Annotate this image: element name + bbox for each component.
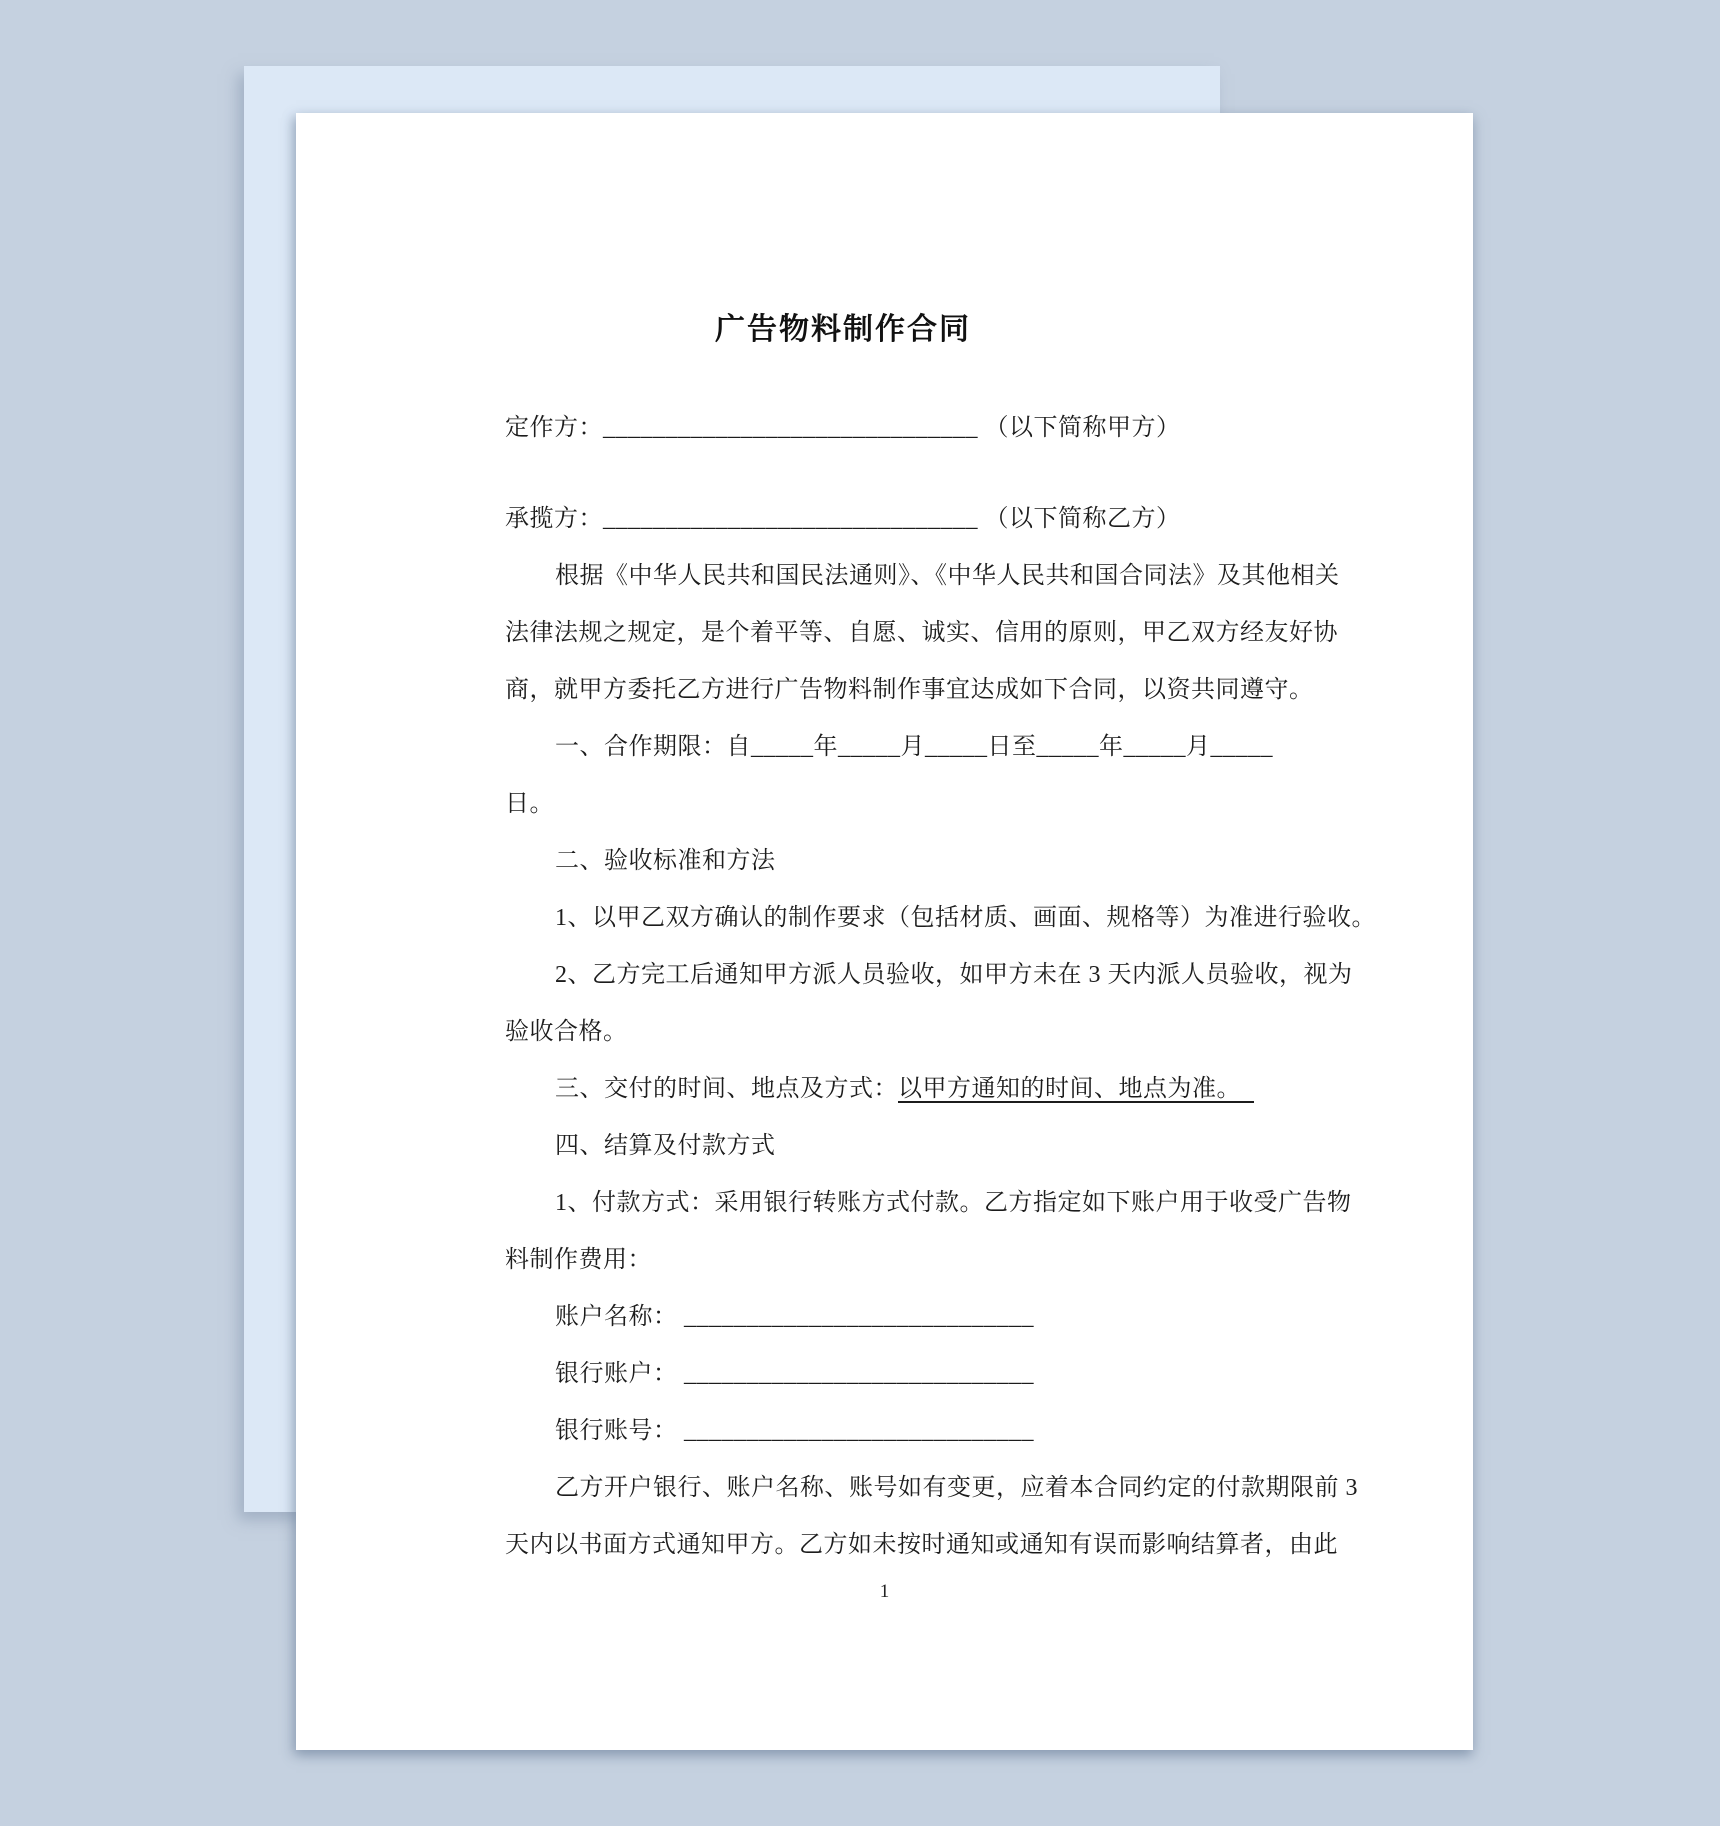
- field-label: 银行账号：: [555, 1418, 684, 1444]
- text-segment: 验收合格。: [505, 1019, 628, 1045]
- text-segment: 商，就甲方委托乙方进行广告物料制作事宜达成如下合同，以资共同遵守。: [505, 677, 1314, 703]
- contract-content: [296, 113, 1473, 1750]
- text-segment: 月: [1186, 734, 1211, 760]
- blank-line: ______________________________: [603, 506, 978, 532]
- text-segment: 法律法规之规定，是个着平等、自愿、诚实、信用的原则，甲乙双方经友好协: [505, 620, 1338, 646]
- text-segment: 1、付款方式：采用银行转账方式付款。乙方指定如下账户用于收受广告物: [555, 1190, 1352, 1216]
- party-line-jiafang: [505, 400, 1273, 457]
- blank-line: _____: [925, 734, 988, 760]
- clause-2-line: [505, 890, 1376, 947]
- field-label: 承揽方：: [505, 506, 603, 532]
- blank-line: ______________________________: [603, 415, 978, 441]
- contract-title: 广告物料制作合同: [715, 313, 971, 346]
- underlined-text: 以甲方通知的时间、地点为准。: [898, 1076, 1254, 1102]
- blank-line: ____________________________: [684, 1361, 1034, 1387]
- clause-4-heading: [505, 1118, 1273, 1175]
- text-segment: 天内以书面方式通知甲方。乙方如未按时通知或通知有误而影响结算者，由此: [505, 1532, 1338, 1558]
- field-label: 定作方：: [505, 415, 603, 441]
- text-segment: 2、乙方完工后通知甲方派人员验收，如甲方未在 3 天内派人员验收，视为: [555, 962, 1353, 988]
- text-segment: 乙方开户银行、账户名称、账号如有变更，应着本合同约定的付款期限前 3: [555, 1475, 1358, 1501]
- field-label: 账户名称：: [555, 1304, 684, 1330]
- clause-4-line: [505, 1232, 1273, 1289]
- blank-line: _____: [1210, 734, 1273, 760]
- text-segment: 年: [1099, 734, 1124, 760]
- text-segment: 年: [813, 734, 838, 760]
- clause-2-heading: [505, 833, 1273, 890]
- text-segment: 三、交付的时间、地点及方式：: [555, 1076, 898, 1102]
- field-label: 银行账户：: [555, 1361, 684, 1387]
- bank-account-line: [505, 1346, 1273, 1403]
- page-number: 1: [879, 1581, 890, 1602]
- clause-4-line: [505, 1175, 1352, 1232]
- text-segment: 日至: [987, 734, 1037, 760]
- contract-page: [296, 113, 1473, 1750]
- clause-4-line: [505, 1460, 1358, 1517]
- text-segment: 四、结算及付款方式: [555, 1133, 776, 1159]
- clause-1-line: [505, 719, 1273, 776]
- account-name-line: [505, 1289, 1273, 1346]
- text-segment: 二、验收标准和方法: [555, 848, 776, 874]
- contract-body: [505, 400, 1376, 1574]
- field-note: （以下简称甲方）: [978, 415, 1181, 441]
- text-segment: 一、合作期限：自: [555, 734, 751, 760]
- preamble-line: [505, 605, 1338, 662]
- blank-line: _____: [1123, 734, 1186, 760]
- preamble-line: [505, 548, 1340, 605]
- blank-line: _____: [838, 734, 901, 760]
- text-segment: 料制作费用：: [505, 1247, 652, 1273]
- party-line-yifang: [505, 491, 1273, 548]
- clause-1-line: [505, 776, 1273, 833]
- blank-line: _____: [1036, 734, 1099, 760]
- clause-3-line: [505, 1061, 1273, 1118]
- text-segment: 根据《中华人民共和国民法通则》、《中华人民共和国合同法》及其他相关: [555, 563, 1340, 589]
- bank-number-line: [505, 1403, 1273, 1460]
- blank-line: ____________________________: [684, 1418, 1034, 1444]
- preamble-line: [505, 662, 1314, 719]
- blank-line: _____: [751, 734, 814, 760]
- clause-2-line: [505, 1004, 1273, 1061]
- text-segment: 日。: [505, 791, 554, 817]
- text-segment: 月: [900, 734, 925, 760]
- field-note: （以下简称乙方）: [978, 506, 1181, 532]
- text-segment: 1、以甲乙双方确认的制作要求（包括材质、画面、规格等）为准进行验收。: [555, 905, 1376, 931]
- clause-2-line: [505, 947, 1353, 1004]
- blank-line: ____________________________: [684, 1304, 1034, 1330]
